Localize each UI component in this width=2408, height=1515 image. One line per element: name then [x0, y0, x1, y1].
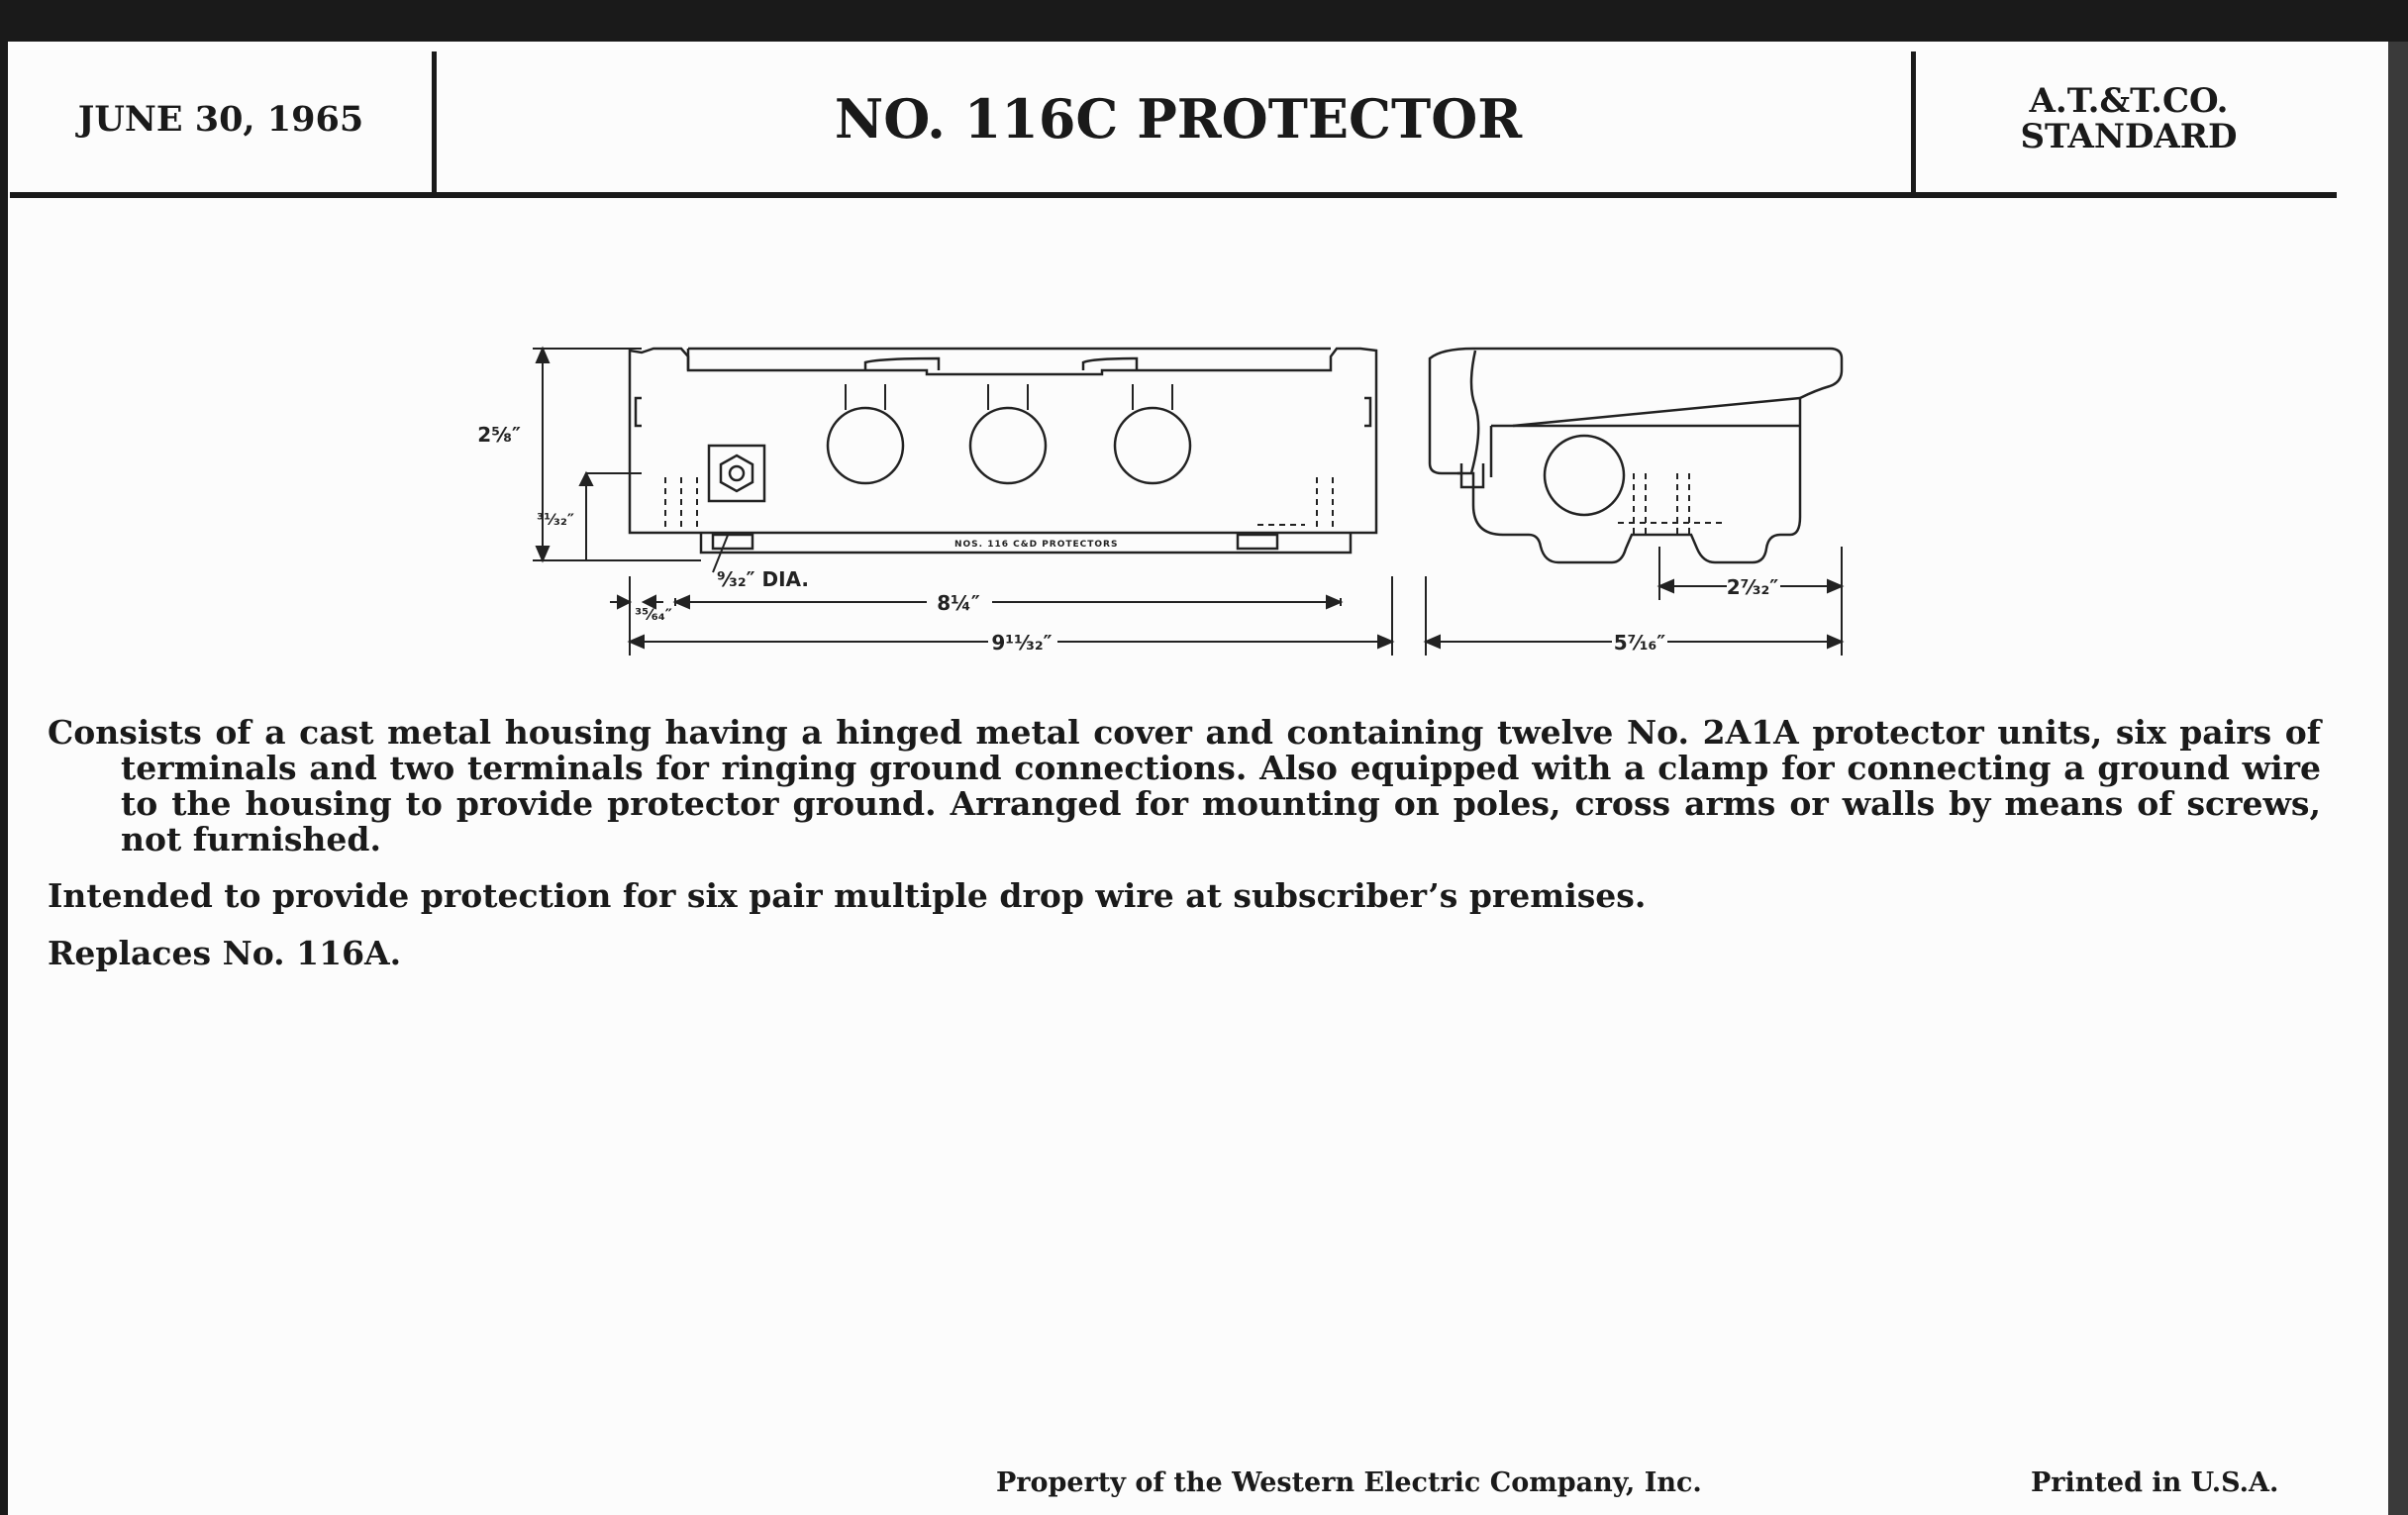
description-paragraph: Consists of a cast metal housing having a hinged metal cover and containing twelve No. 2A1A protector units, six pairs of terminals and two terminals for ringing ground connections. Also equipped with a clamp for connecting a ground wire to the housing to provide protector ground. Arranged for mounting on poles, cross arms or walls by means of screws, not furnished. — [48, 713, 2321, 858]
scan-edge — [2388, 42, 2408, 1515]
protector-unit-3 — [1115, 408, 1190, 483]
side-hidden-lines — [1618, 473, 1727, 539]
footer-property: Property of the Western Electric Company, Inc. — [996, 1467, 1702, 1498]
foot-left — [713, 535, 752, 549]
edge-offset-dimension: ³⁵⁄₆₄″ — [635, 605, 672, 624]
protector-unit-2 — [970, 408, 1046, 483]
side-depth-dimension: 5⁷⁄₁₆″ — [1613, 631, 1666, 655]
unit-stems — [846, 384, 1172, 410]
standard-line-1: A.T.&T.CO. — [2029, 81, 2229, 121]
cover-tab-right — [1083, 358, 1137, 370]
spec-sheet — [8, 42, 2388, 1515]
side-body-line — [1491, 426, 1800, 477]
cover-tab-left — [865, 358, 939, 370]
side-protector-unit — [1545, 436, 1624, 515]
date-cell — [8, 42, 434, 196]
description — [48, 715, 2321, 993]
side-clamp — [1457, 463, 1483, 487]
standard-cell — [1921, 42, 2337, 196]
mount-spacing-dimension: 8¼″ — [937, 591, 980, 615]
title-cell — [436, 42, 1921, 196]
side-hinges — [636, 398, 1370, 426]
front-housing-outline — [630, 349, 1376, 533]
offset-height-dimension: ³¹⁄₃₂″ — [537, 510, 574, 529]
side-offset-dimension: 2⁷⁄₃₂″ — [1726, 575, 1779, 599]
height-dimension: 2⁵⁄₈″ — [477, 423, 521, 447]
ground-clamp-bolt — [730, 466, 744, 480]
purpose-paragraph: Intended to provide protection for six pair multiple drop wire at subscriber’s premises. — [48, 876, 1647, 915]
header — [8, 42, 2337, 196]
side-cover-line — [1513, 398, 1800, 426]
date: JUNE 30, 1965 — [77, 98, 364, 140]
hole-diameter-dimension: ⁹⁄₃₂″ DIA. — [717, 567, 810, 591]
footer-printed: Printed in U.S.A. — [2031, 1467, 2279, 1498]
header-divider-right — [1911, 51, 1916, 196]
replaces-paragraph: Replaces No. 116A. — [48, 934, 402, 972]
standard-line-2: STANDARD — [2020, 117, 2238, 156]
overall-width-dimension: 9¹¹⁄₃₂″ — [991, 631, 1053, 655]
front-cover-top — [688, 349, 1331, 370]
front-view-label: NOS. 116 C&D PROTECTORS — [954, 540, 1119, 550]
side-hinge-curve — [1471, 351, 1478, 473]
document-title: NO. 116C PROTECTOR — [834, 87, 1523, 151]
ground-clamp-box — [709, 446, 764, 501]
header-rule — [10, 192, 2337, 198]
mount-spacing-dim — [675, 598, 1341, 606]
protector-unit-1 — [828, 408, 903, 483]
protector-drawing — [8, 279, 2388, 695]
ground-clamp-nut — [721, 455, 752, 491]
foot-right — [1238, 535, 1277, 549]
